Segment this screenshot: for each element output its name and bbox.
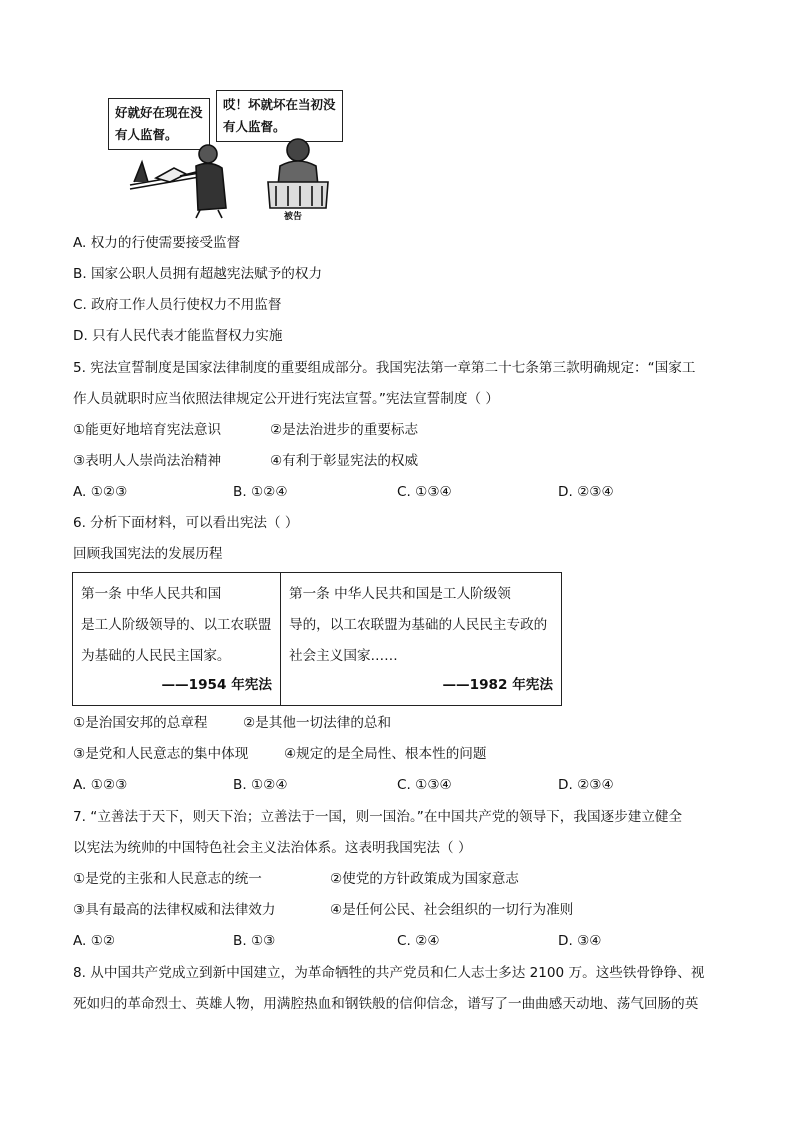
q5-statement-4: ④有利于彰显宪法的权威: [270, 453, 419, 469]
q6-statement-3: ③是党和人民意志的集中体现: [73, 746, 249, 762]
q5-option-c[interactable]: C. ①③④: [397, 484, 452, 500]
cell-1954-text: 第一条 中华人民共和国 是工人阶级领导的、以工农联盟 为基础的人民民主国家。: [81, 586, 272, 664]
q7-statement-2: ②使党的方针政策成为国家意志: [330, 871, 519, 887]
q7-stem-line-1: 7. “立善法于天下，则天下治；立善法于一国，则一国治。”在中国共产党的领导下，我国逐步建立健全: [73, 809, 683, 825]
cell-1982-source: ——1982 年宪法: [442, 677, 553, 693]
q4-option-b[interactable]: B. 国家公职人员拥有超越宪法赋予的权力: [73, 266, 323, 282]
bubble-left-line-2: 有人监督。: [115, 127, 178, 142]
table-cell-1982: [281, 573, 561, 705]
q7-statement-4: ④是任何公民、社会组织的一切行为准则: [330, 902, 574, 918]
q7-option-d[interactable]: D. ③④: [558, 933, 602, 949]
q6-option-a[interactable]: A. ①②③: [73, 777, 128, 793]
q5-option-d[interactable]: D. ②③④: [558, 484, 614, 500]
q5-statement-3: ③表明人人崇尚法治精神: [73, 453, 222, 469]
table-cell-1954: [73, 573, 281, 705]
bubble-right-line-2: 有人监督。: [223, 119, 286, 134]
q6-option-b[interactable]: B. ①②④: [233, 777, 288, 793]
official-figure-icon: [130, 145, 226, 218]
q7-statement-3: ③具有最高的法律权威和法律效力: [73, 902, 276, 918]
cartoon-caption: 被告: [284, 212, 303, 222]
cartoon-illustration: [100, 90, 350, 220]
constitution-comparison-table: [72, 572, 562, 706]
q7-option-c[interactable]: C. ②④: [397, 933, 440, 949]
cell-1954-source: ——1954 年宪法: [161, 677, 272, 693]
q5-statement-1: ①能更好地培育宪法意识: [73, 422, 222, 438]
defendant-figure-icon: [268, 139, 328, 208]
q6-statement-1: ①是治国安邦的总章程: [73, 715, 208, 731]
q5-option-b[interactable]: B. ①②④: [233, 484, 288, 500]
cartoon-drawing: [100, 90, 350, 220]
q7-stem-line-2: 以宪法为统帅的中国特色社会主义法治体系。这表明我国宪法（ ）: [73, 840, 472, 856]
q4-option-c[interactable]: C. 政府工作人员行使权力不用监督: [73, 297, 282, 313]
q5-stem-line-2: 作人员就职时应当依照法律规定公开进行宪法宣誓。”宪法宣誓制度（ ）: [73, 391, 499, 407]
q8-stem-line-1: 8. 从中国共产党成立到新中国建立，为革命牺牲的共产党员和仁人志士多达 2100 万。这些铁骨铮铮、视: [73, 965, 705, 981]
cell-1982-text: 第一条 中华人民共和国是工人阶级领 导的，以工农联盟为基础的人民民主专政的 社会主义国家……: [289, 586, 548, 664]
q5-statement-2: ②是法治进步的重要标志: [270, 422, 419, 438]
q6-stem-line-1: 6. 分析下面材料，可以看出宪法（ ）: [73, 515, 299, 531]
q7-statement-1: ①是党的主张和人民意志的统一: [73, 871, 262, 887]
q6-option-c[interactable]: C. ①③④: [397, 777, 452, 793]
q4-option-d[interactable]: D. 只有人民代表才能监督权力实施: [73, 328, 283, 344]
bubble-left-line-1: 好就好在现在没: [115, 105, 203, 120]
q4-option-a[interactable]: A. 权力的行使需要接受监督: [73, 235, 241, 251]
bubble-right-line-1: 哎！坏就坏在当初没: [223, 97, 336, 112]
q7-option-a[interactable]: A. ①②: [73, 933, 116, 949]
q7-option-b[interactable]: B. ①③: [233, 933, 276, 949]
q5-option-a[interactable]: A. ①②③: [73, 484, 128, 500]
q6-option-d[interactable]: D. ②③④: [558, 777, 614, 793]
q6-stem-line-2: 回顾我国宪法的发展历程: [73, 546, 223, 562]
q6-statement-2: ②是其他一切法律的总和: [243, 715, 392, 731]
q5-stem-line-1: 5. 宪法宣誓制度是国家法律制度的重要组成部分。我国宪法第一章第二十七条第三款明确规定：“国家工: [73, 360, 696, 376]
q8-stem-line-2: 死如归的革命烈士、英雄人物，用满腔热血和钢铁般的信仰信念，谱写了一曲曲感天动地、荡气回肠的英: [73, 996, 699, 1012]
q6-statement-4: ④规定的是全局性、根本性的问题: [284, 746, 487, 762]
